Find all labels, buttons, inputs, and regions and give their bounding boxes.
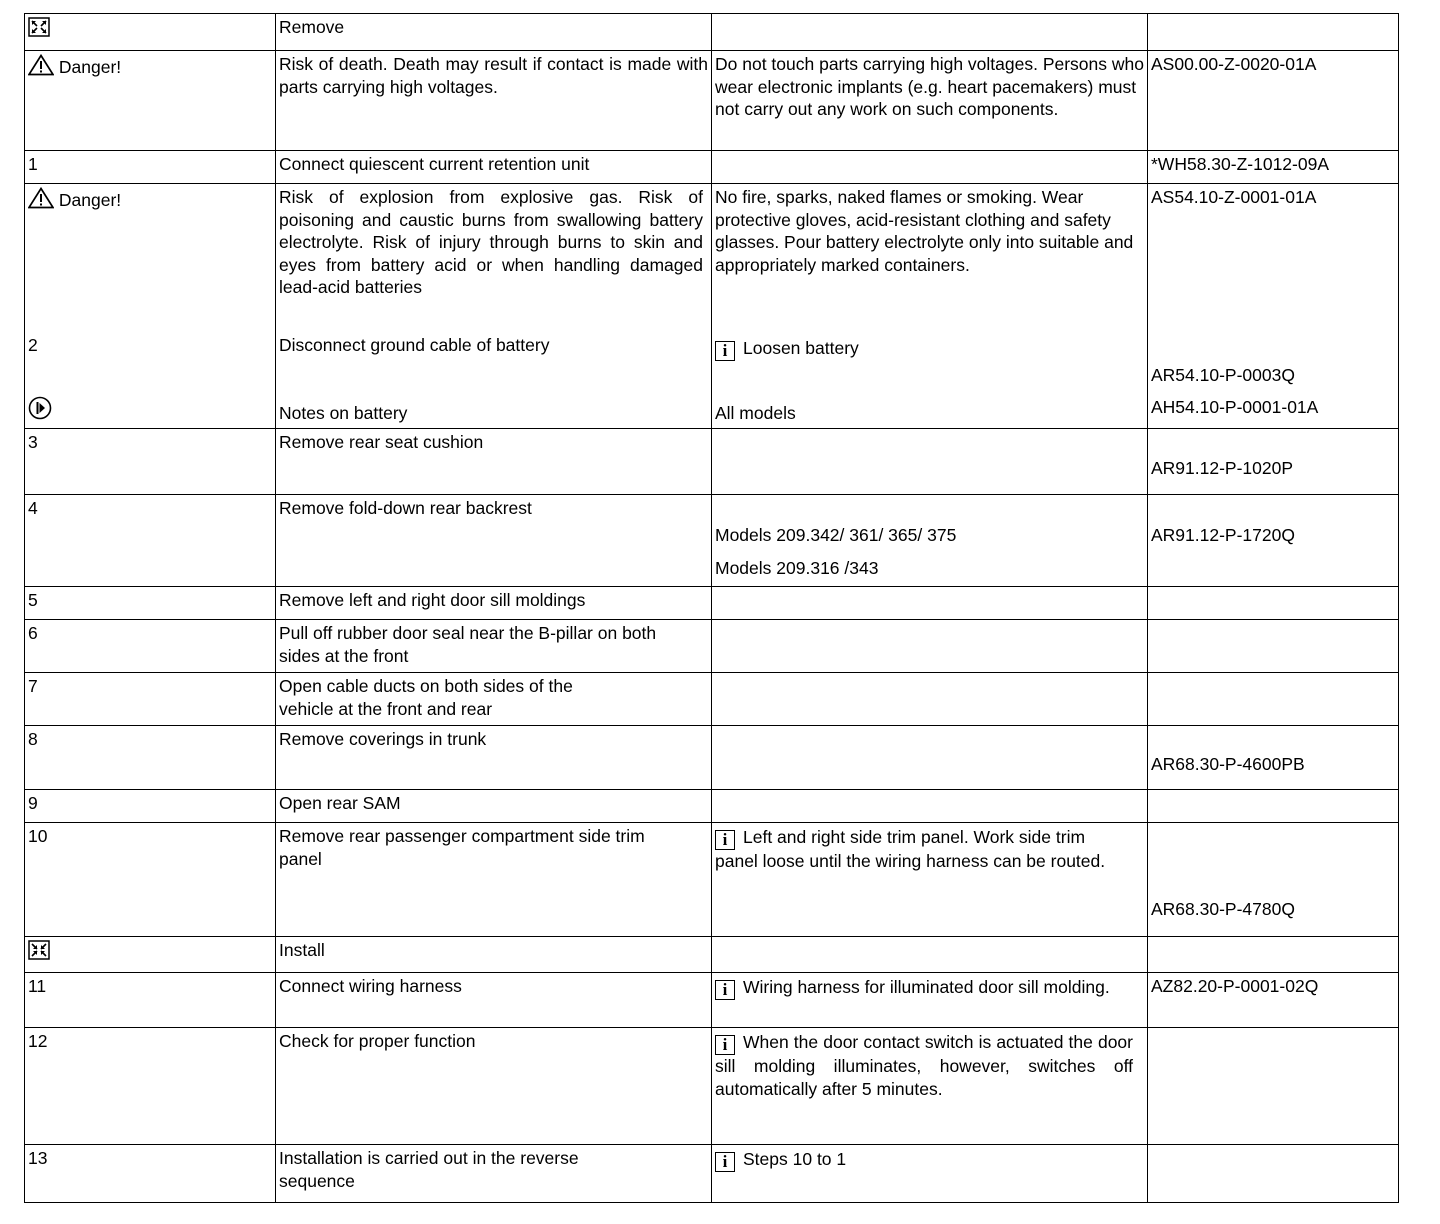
reference-code: AR68.30-P-4780Q	[1148, 823, 1399, 937]
step-text: Pull off rubber door seal near the B-pillar on both sides at the front	[276, 620, 712, 673]
step-number: 12	[25, 1028, 276, 1145]
step-number: 10	[25, 823, 276, 937]
note-text: All models	[712, 394, 1148, 429]
step-number: 3	[25, 429, 276, 495]
step-text: Connect wiring harness	[276, 973, 712, 1028]
reference-code: AR91.12-P-1020P	[1148, 429, 1399, 495]
step-text: Connect quiescent current retention unit	[276, 151, 712, 184]
table-row	[25, 726, 1399, 790]
note-text: When the door contact switch is actuated the door sill molding illuminates, however, switches off automatically after 5 minutes.	[715, 1032, 1133, 1099]
table-row	[25, 184, 1399, 334]
step-text: Installation is carried out in the reverse sequence	[276, 1145, 712, 1203]
risk-text: Risk of explosion from explosive gas. Risk of poisoning and caustic burns from swallowing battery electrolyte. Risk of injury through burns to skin and eyes from battery acid or when handling damaged lead-acid batteries	[276, 184, 712, 334]
note-text: Do not touch parts carrying high voltages. Persons who wear electronic implants (e.g. heart pacemakers) must not carry out any work on such components.	[712, 51, 1148, 151]
step-text: Check for proper function	[276, 1028, 712, 1145]
procedure-table	[24, 13, 1399, 1203]
reference-code: AS00.00-Z-0020-01A	[1148, 51, 1399, 151]
table-row	[25, 151, 1399, 184]
info-icon: i	[715, 341, 735, 361]
step-number: 2	[25, 334, 276, 394]
info-icon: i	[715, 1152, 735, 1172]
warning-triangle-icon	[28, 54, 54, 76]
remove-icon	[28, 17, 50, 37]
step-number: 9	[25, 790, 276, 823]
table-row	[25, 394, 1399, 429]
risk-text: Risk of death. Death may result if contact is made with parts carrying high voltages.	[276, 51, 712, 151]
step-number: 1	[25, 151, 276, 184]
info-icon: i	[715, 830, 735, 850]
note-text: Wiring harness for illuminated door sill molding.	[743, 977, 1110, 997]
danger-label: Danger!	[58, 190, 122, 210]
table-row	[25, 1145, 1399, 1203]
table-row	[25, 973, 1399, 1028]
step-text: Remove	[276, 14, 712, 51]
install-icon	[28, 940, 50, 960]
step-text: Open rear SAM	[276, 790, 712, 823]
reference-code: AZ82.20-P-0001-02Q	[1148, 973, 1399, 1028]
model-note: Models 209.316 /343	[715, 557, 879, 578]
step-text: Remove rear passenger compartment side trim panel	[276, 823, 712, 937]
step-text: Remove left and right door sill moldings	[276, 587, 712, 620]
table-row	[25, 51, 1399, 151]
table-row	[25, 1028, 1399, 1145]
reference-code: AH54.10-P-0001-01A	[1148, 394, 1399, 429]
note-text: Loosen battery	[743, 337, 859, 358]
table-row	[25, 790, 1399, 823]
step-text: Remove rear seat cushion	[276, 429, 712, 495]
step-number: 11	[25, 973, 276, 1028]
step-text: Install	[276, 937, 712, 973]
step-text: Remove coverings in trunk	[276, 726, 712, 790]
table-row	[25, 620, 1399, 673]
step-number: 7	[25, 673, 276, 726]
table-row	[25, 14, 1399, 51]
note-text: Left and right side trim panel. Work side trim panel loose until the wiring harness can be routed.	[715, 827, 1106, 871]
reference-code: AR54.10-P-0003Q	[1148, 334, 1399, 394]
step-text: Notes on battery	[276, 394, 712, 429]
table-row	[25, 429, 1399, 495]
step-text: Open cable ducts on both sides of the vehicle at the front and rear	[276, 673, 712, 726]
table-row	[25, 495, 1399, 587]
step-number: 6	[25, 620, 276, 673]
reference-code: AR91.12-P-1720Q	[1148, 495, 1399, 587]
danger-label: Danger!	[58, 57, 122, 77]
reference-code: AS54.10-Z-0001-01A	[1148, 184, 1399, 334]
info-icon: i	[715, 1035, 735, 1055]
table-row	[25, 673, 1399, 726]
table-row	[25, 823, 1399, 937]
note-text: Steps 10 to 1	[743, 1149, 847, 1169]
step-text: Disconnect ground cable of battery	[276, 334, 712, 394]
table-row	[25, 937, 1399, 973]
model-note: Models 209.342/ 361/ 365/ 375	[715, 525, 957, 545]
reference-code: *WH58.30-Z-1012-09A	[1148, 151, 1399, 184]
notes-reference-icon	[28, 396, 52, 420]
step-number: 13	[25, 1145, 276, 1203]
table-row	[25, 334, 1399, 394]
step-number: 5	[25, 587, 276, 620]
step-number: 4	[25, 495, 276, 587]
warning-triangle-icon	[28, 187, 54, 209]
step-number: 8	[25, 726, 276, 790]
info-icon: i	[715, 980, 735, 1000]
reference-code: AR68.30-P-4600PB	[1148, 726, 1399, 790]
note-text: No fire, sparks, naked flames or smoking. Wear protective gloves, acid-resistant clothing and safety glasses. Pour battery electrolyte only into suitable and appropriately marked containers.	[712, 184, 1148, 334]
step-text: Remove fold-down rear backrest	[276, 495, 712, 587]
table-row	[25, 587, 1399, 620]
